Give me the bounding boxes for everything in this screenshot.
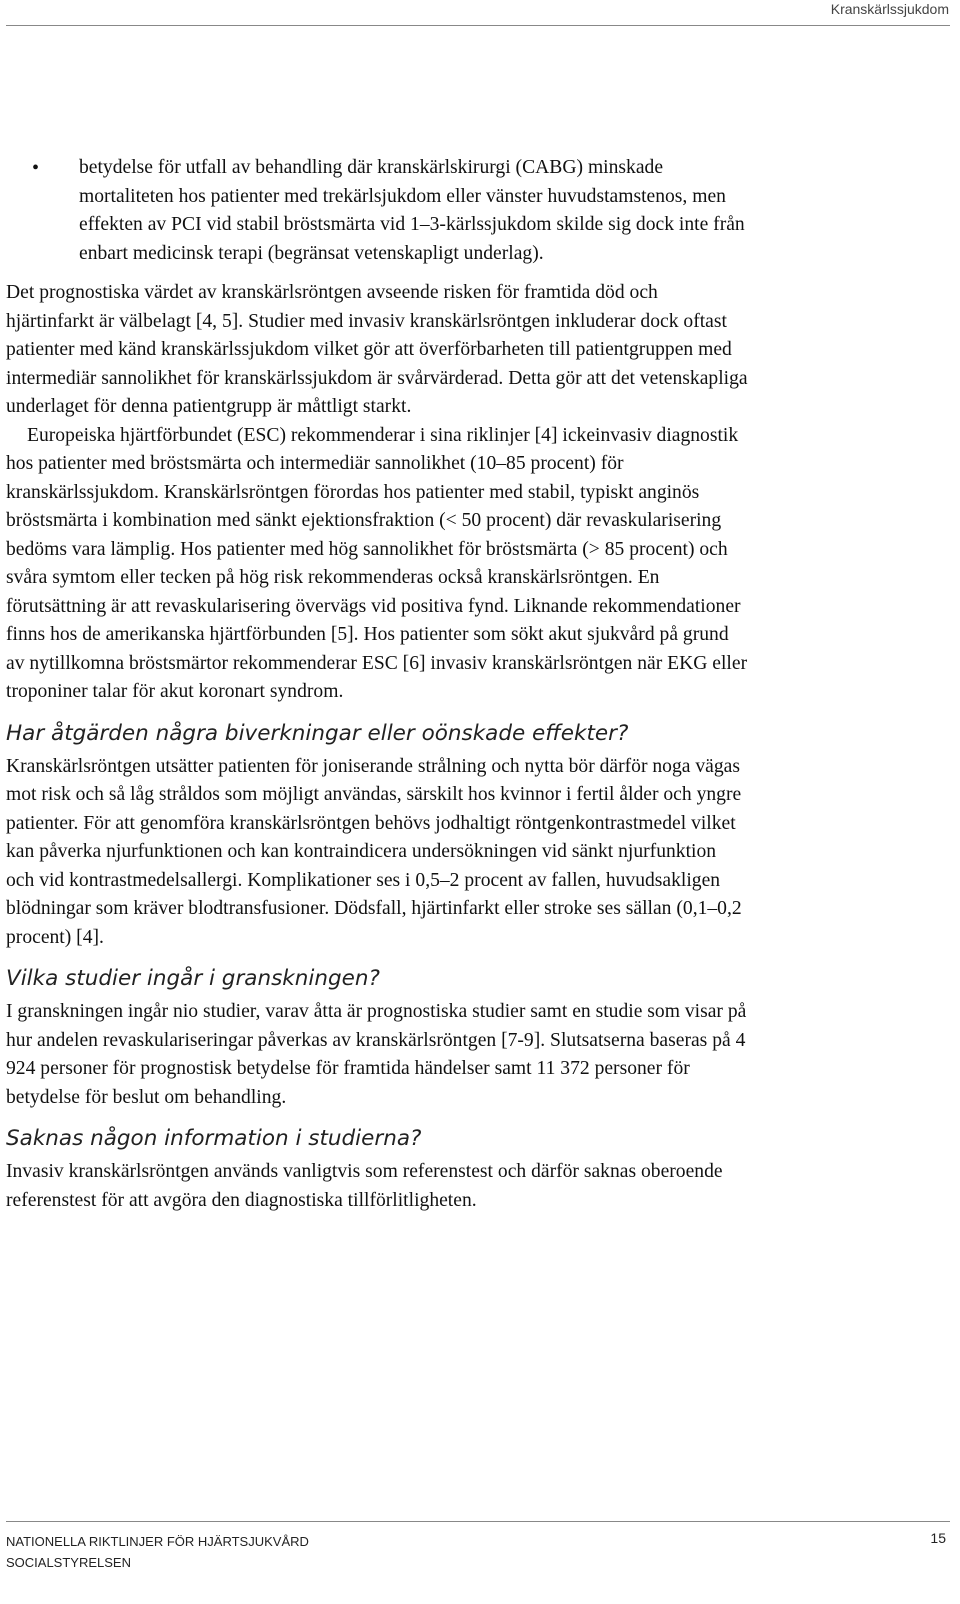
section-heading: Vilka studier ingår i granskningen? <box>6 966 380 991</box>
page-number: 15 <box>930 1530 946 1546</box>
section-heading: Har åtgärden några biverkningar eller oönskade effekter? <box>6 720 629 746</box>
section-body: Kranskärlsröntgen utsätter patienten för joniserande strålning och nytta bör därför noga vägas mot risk och så låg stråldos som möjligt användas, särskilt hos kvinnor i fertil ålder och yngre patienter. För att genomföra kranskärlsröntgen behövs jodhaltigt röntgenkontrastmedel vilket kan påverka njurfunktionen och kan kontraindicera undersökningen vid sänkt njurfunktion och vid kontrastmedelsallergi. Komplikationer ses i 0,5–2 procent av fallen, huvudsakligen blödningar som kräver blodtransfusioner. Dödsfall, hjärtinfarkt eller stroke ses sällan (0,1–0,2 procent) [4]. <box>6 755 742 948</box>
body-paragraph: Det prognostiska värdet av kranskärlsröntgen avseende risken för framtida död och hjärtinfarkt är välbelagt [4, 5]. Studier med invasiv kranskärlsröntgen inkluderar dock oftast patienter med känd kranskärlssjukdom vilket gör att överförbarheten till patientgruppen med intermediär sannolikhet för kranskärlssjukdom är svårvärderad. Detta gör att det vetenskapliga underlaget för denna patientgrupp är måttligt starkt. <box>6 282 748 417</box>
section-body: I granskningen ingår nio studier, varav åtta är prognostiska studier samt en studie som visar på hur andelen revaskulariseringar påverkas av kranskärlsröntgen [7-9]. Slutsatserna baseras på 4 924 personer för prognostisk betydelse för framtida händelser samt 11 372 personer för betydelse för beslut om behandling. <box>6 1001 747 1108</box>
header-divider <box>6 25 950 26</box>
footer-divider <box>6 1521 950 1522</box>
footer-series-title: NATIONELLA RIKTLINJER FÖR HJÄRTSJUKVÅRD <box>6 1534 309 1549</box>
page-body <box>6 154 748 1215</box>
section-heading: Saknas någon information i studierna? <box>6 1126 422 1151</box>
footer-publisher <box>6 1531 309 1573</box>
bullet-item <box>6 154 748 268</box>
bullet-list <box>6 154 748 268</box>
body-paragraph: Europeiska hjärtförbundet (ESC) rekommenderar i sina riklinjer [4] ickeinvasiv diagnostik hos patienter med bröstsmärta och intermediär sannolikhet (10–85 procent) för kranskärlssjukdom. Kranskärlsröntgen förordas hos patienter med stabil, typiskt anginös bröstsmärta i kombination med sänkt ejektionsfraktion (< 50 procent) där revaskularisering bedöms vara lämplig. Hos patienter med hög sannolikhet för bröstsmärta (> 85 procent) och svåra symtom eller tecken på hög risk rekommenderas också kranskärlsröntgen. En förutsättning är att revaskularisering övervägs vid positiva fynd. Liknande rekommendationer finns hos de amerikanska hjärtförbunden [5]. Hos patienter som sökt akut sjukvård på grund av nytillkomna bröstsmärtor rekommenderar ESC [6] invasiv kranskärlsröntgen när EKG eller troponiner talar för akut koronart syndrom. <box>6 424 748 702</box>
running-header-title: Kranskärlssjukdom <box>830 1 949 17</box>
section-body: Invasiv kranskärlsröntgen används vanligtvis som referenstest och därför saknas oberoende referenstest för att avgöra den diagnostiska tillförlitligheten. <box>6 1161 723 1211</box>
footer-publisher-name: SOCIALSTYRELSEN <box>6 1555 131 1570</box>
bullet-icon: • <box>32 157 40 179</box>
bullet-text: betydelse för utfall av behandling där kranskärlskirurgi (CABG) minskade mortaliteten hos patienter med trekärlsjukdom eller vänster huvudstamstenos, men effekten av PCI vid stabil bröstsmärta vid 1–3-kärlssjukdom skilde sig dock inte från enbart medicinsk terapi (begränsat vetenskapligt underlag). <box>79 157 745 264</box>
